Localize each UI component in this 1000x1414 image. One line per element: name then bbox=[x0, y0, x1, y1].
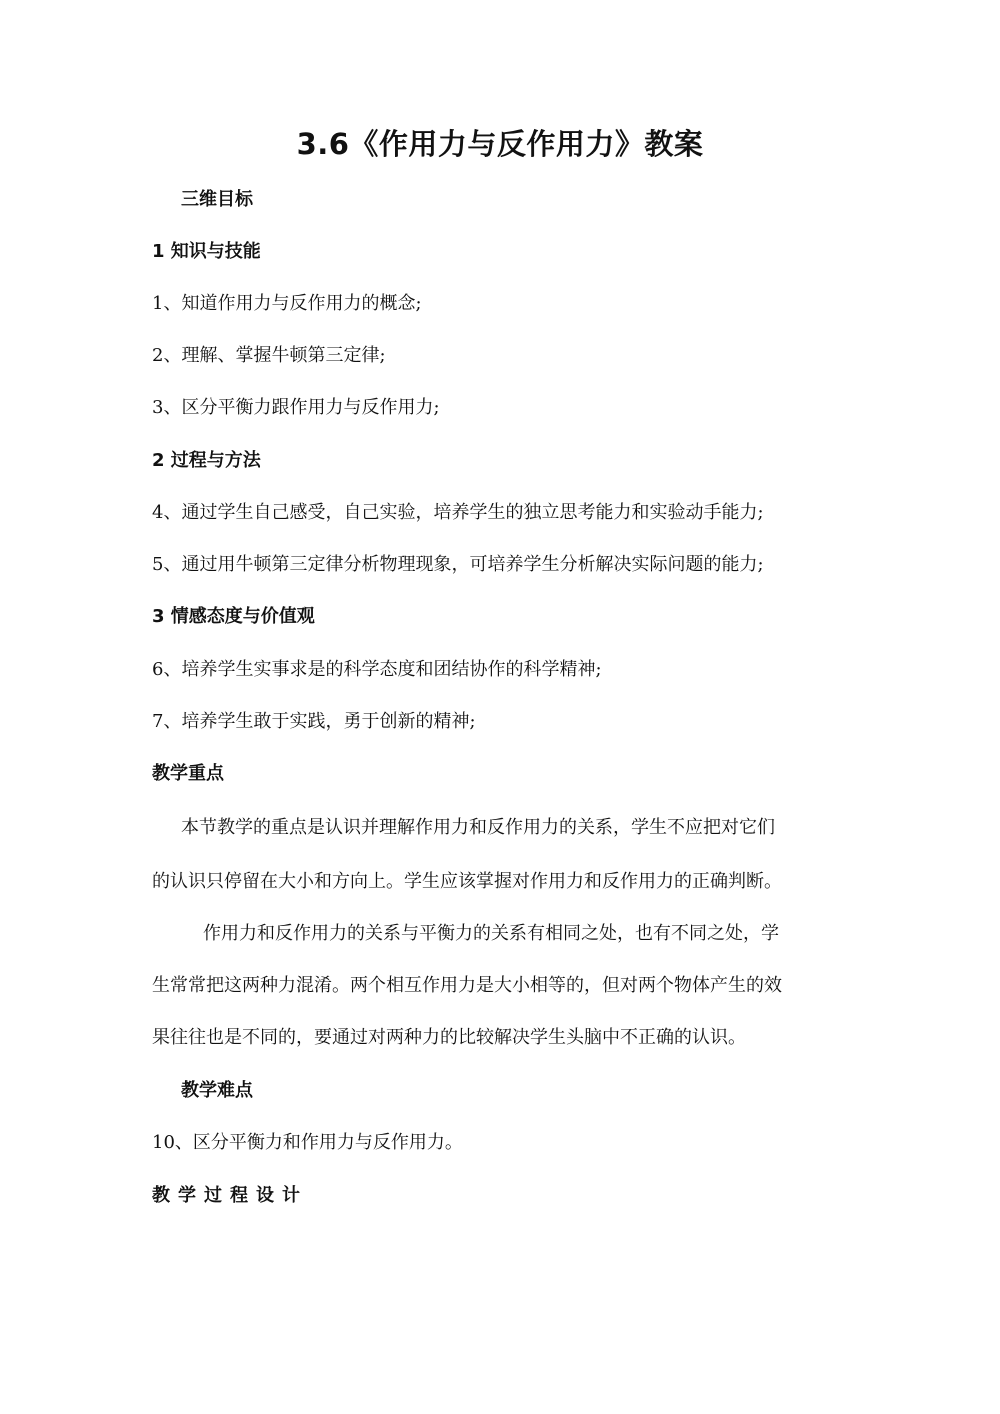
knowledge-item-2: 2、理解、掌握牛顿第三定律; bbox=[152, 345, 386, 366]
emotion-item-7: 7、培养学生敢于实践，勇于创新的精神; bbox=[152, 711, 476, 732]
key-points-paragraph2-line3: 果往往也是不同的，要通过对两种力的比较解决学生头脑中不正确的认识。 bbox=[152, 1027, 746, 1048]
knowledge-heading: 1 知识与技能 bbox=[152, 241, 261, 262]
key-points-paragraph1-line1: 本节教学的重点是认识并理解作用力和反作用力的关系，学生不应把对它们 bbox=[181, 817, 775, 838]
goals-heading: 三维目标 bbox=[181, 189, 253, 210]
emotion-item-6: 6、培养学生实事求是的科学态度和团结协作的科学精神; bbox=[152, 659, 602, 680]
knowledge-item-1: 1、知道作用力与反作用力的概念; bbox=[152, 293, 422, 314]
key-points-paragraph2-line2: 生常常把这两种力混淆。两个相互作用力是大小相等的，但对两个物体产生的效 bbox=[152, 975, 782, 996]
difficulty-heading: 教学难点 bbox=[181, 1080, 253, 1101]
process-item-4: 4、通过学生自己感受，自己实验，培养学生的独立思考能力和实验动手能力; bbox=[152, 502, 764, 523]
process-heading: 2 过程与方法 bbox=[152, 450, 261, 471]
document-title: 3.6《作用力与反作用力》教案 bbox=[296, 127, 704, 161]
key-points-heading: 教学重点 bbox=[152, 763, 224, 784]
process-item-5: 5、通过用牛顿第三定律分析物理现象，可培养学生分析解决实际问题的能力; bbox=[152, 554, 764, 575]
key-points-paragraph1-line2: 的认识只停留在大小和方向上。学生应该掌握对作用力和反作用力的正确判断。 bbox=[152, 871, 782, 892]
difficulty-item-10: 10、区分平衡力和作用力与反作用力。 bbox=[152, 1132, 463, 1153]
knowledge-item-3: 3、区分平衡力跟作用力与反作用力; bbox=[152, 397, 440, 418]
key-points-paragraph2-line1: 作用力和反作用力的关系与平衡力的关系有相同之处，也有不同之处，学 bbox=[203, 923, 779, 944]
design-heading: 教学过程设计 bbox=[152, 1185, 308, 1206]
emotion-heading: 3 情感态度与价值观 bbox=[152, 606, 315, 627]
